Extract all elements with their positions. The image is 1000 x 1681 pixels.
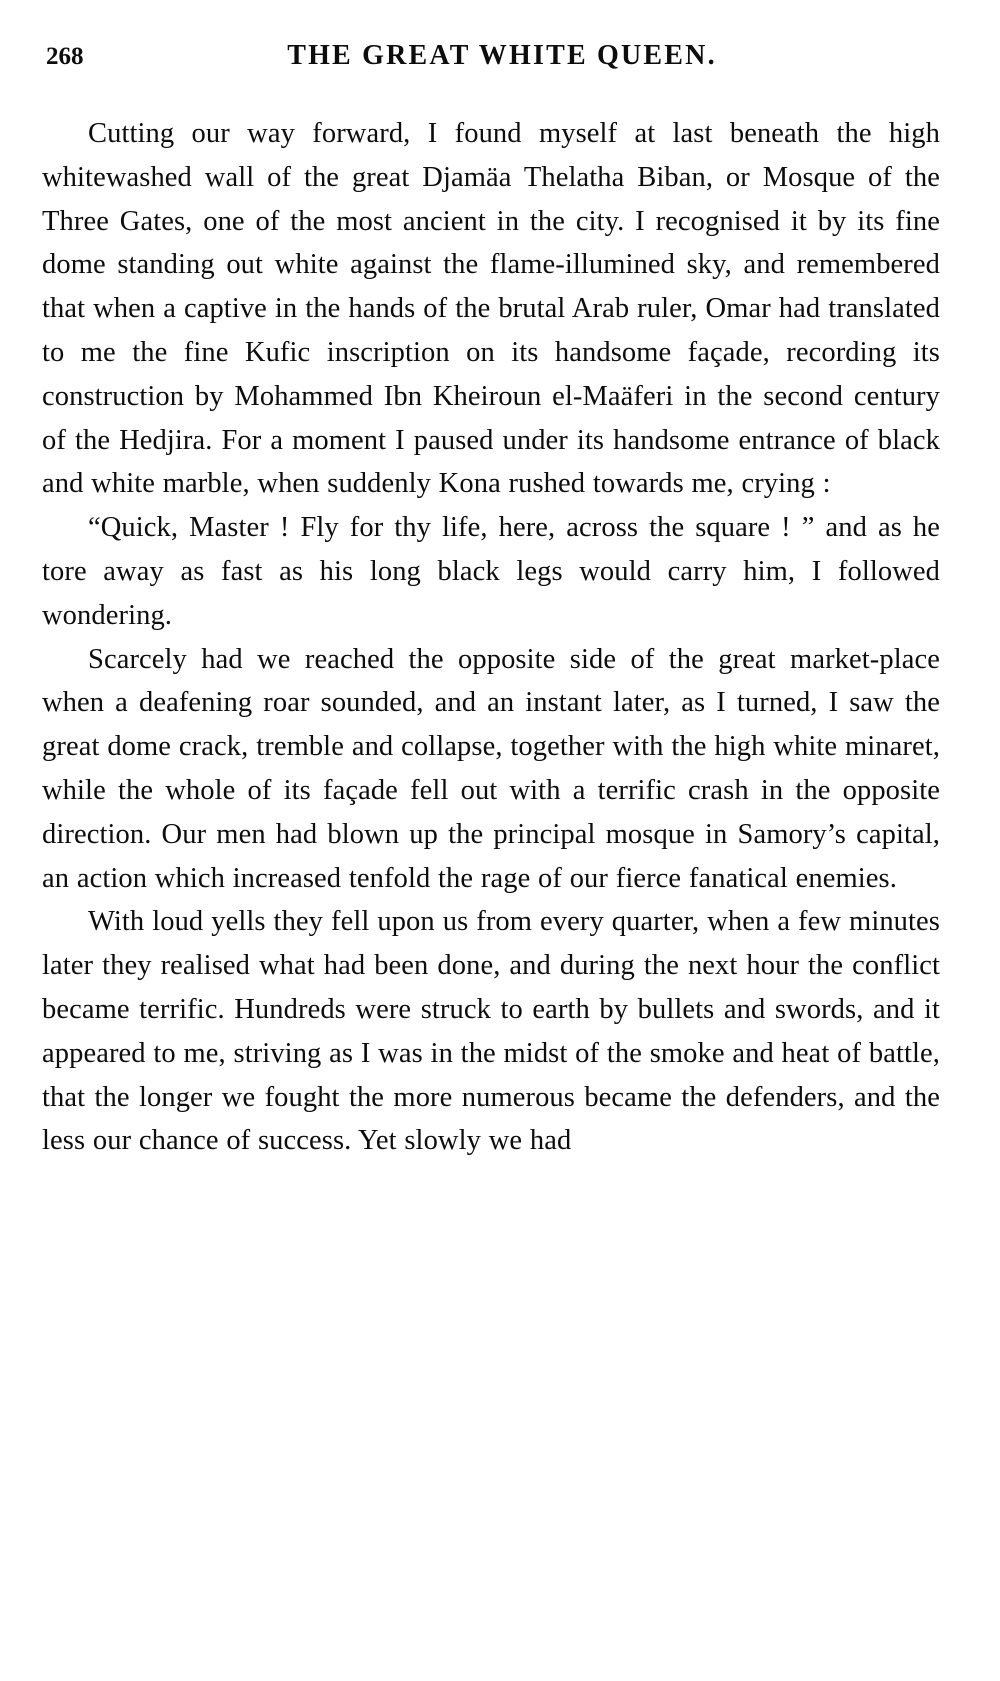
paragraph: With loud yells they fell upon us from every quarter, when a few minutes later they realised what had been done, and during the next hour the conflict became terrific. Hundreds were struck to earth by bullets and swords, and it appeared to me, striving as I was in the midst of the smoke and heat of battle, that the longer we fought the more numerous became the defenders, and the less our chance of success. Yet slowly we had xyxy=(42,906,940,1157)
running-head xyxy=(42,40,940,72)
paragraph: Cutting our way forward, I found myself at last beneath the high whitewashed wall of the great Djamäa Thelatha Biban, or Mosque of the Three Gates, one of the most ancient in the city. I recognised it by its fine dome standing out white against the flame-illumined sky, and remembered that when a captive in the hands of the brutal Arab ruler, Omar had translated to me the fine Kufic inscription on its handsome façade, recording its construction by Mohammed Ibn Kheiroun el-Maäferi in the second century of the Hedjira. For a moment I paused under its handsome entrance of black and white marble, when suddenly Kona rushed towards me, crying : xyxy=(42,118,940,500)
paragraph: Scarcely had we reached the opposite side of the great market-place when a deafening roar sounded, and an instant later, as I turned, I saw the great dome crack, tremble and collapse, together with the high white minaret, while the whole of its façade fell out with a terrific crash in the opposite direction. Our men had blown up the principal mosque in Samory’s capital, an action which increased tenfold the rage of our fierce fanatical enemies. xyxy=(42,643,940,894)
page-number: 268 xyxy=(46,43,84,70)
running-title: THE GREAT WHITE QUEEN. xyxy=(287,40,717,71)
body-text xyxy=(42,112,940,1163)
paragraph: “Quick, Master ! Fly for thy life, here, across the square ! ” and as he tore away as fast as his long black legs would carry him, I followed wondering. xyxy=(42,512,940,631)
